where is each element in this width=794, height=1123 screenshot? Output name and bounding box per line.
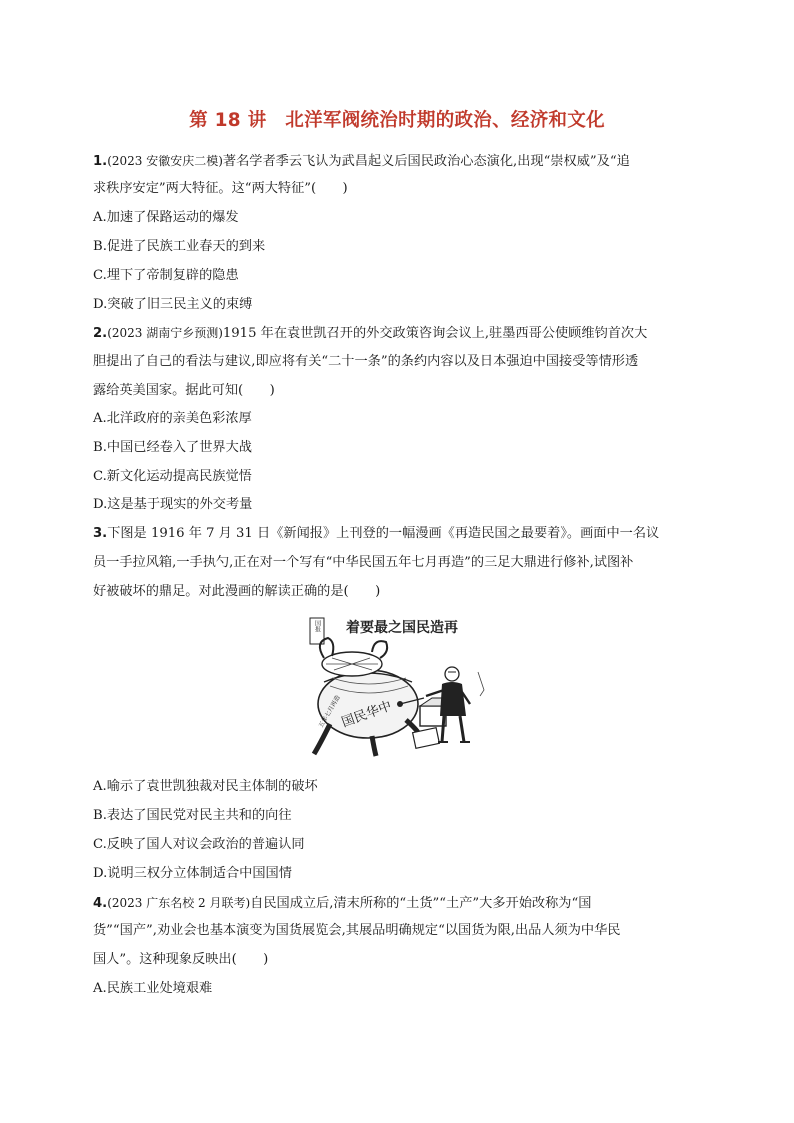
q4-number: 4. <box>93 896 108 911</box>
q1-option-a: A.加速了保路运动的爆发 <box>93 210 239 225</box>
page-title: 第 18 讲 北洋军阀统治时期的政治、经济和文化 <box>189 110 605 131</box>
q3-option-b: B.表达了国民党对民主共和的向往 <box>93 808 292 823</box>
q3-stem-line3: 好被破坏的鼎足。对此漫画的解读正确的是( ) <box>93 584 381 599</box>
q4-stem-line1 <box>93 894 713 913</box>
q3-option-d: D.说明三权分立体制适合中国国情 <box>93 866 292 881</box>
cauldron-leg-text: 五年七月再造 <box>317 694 342 729</box>
q1-option-d: D.突破了旧三民主义的束缚 <box>93 297 253 312</box>
q4-option-a: A.民族工业处境艰难 <box>93 981 213 996</box>
q4-stem-line3: 国人”。这种现象反映出( ) <box>93 952 269 967</box>
q1-option-c: C.埋下了帝制复辟的隐患 <box>93 268 239 283</box>
cartoon-caption: 着要最之国民造再 <box>346 620 458 636</box>
q2-stem-line2: 胆提出了自己的看法与建议,即应将有关“二十一条”的条约内容以及日本强迫中国接受等情形透 <box>93 354 639 369</box>
q1-option-b: B.促进了民族工业春天的到来 <box>93 239 266 254</box>
q4-stem-line2: 货”“国产”,劝业会也基本演变为国货展览会,其展品明确规定“以国货为限,出品人须为中华民 <box>93 923 621 938</box>
q2-option-c: C.新文化运动提高民族觉悟 <box>93 469 252 484</box>
q3-text-line1: 下图是 1916 年 7 月 31 日《新闻报》上刊登的一幅漫画《再造民国之最要着》。画面中一名议 <box>107 526 660 541</box>
q4-text-line1: 自民国成立后,清末所称的“土货”“土产”大多开始改称为“国 <box>250 896 592 911</box>
q2-source: (2023 湖南宁乡预测) <box>107 326 223 340</box>
q2-text-line1: 1915 年在袁世凯召开的外交政策咨询会议上,驻墨西哥公使顾维钧首次大 <box>222 326 648 341</box>
q3-number: 3. <box>93 526 108 541</box>
cartoon-tag: 国报 <box>313 620 321 632</box>
q1-stem-line2: 求秩序安定”两大特征。这“两大特征”( ) <box>93 181 348 196</box>
q2-option-a: A.北洋政府的亲美色彩浓厚 <box>93 411 252 426</box>
q1-source: (2023 安徽安庆二模) <box>107 154 223 168</box>
cartoon-illustration <box>302 612 494 762</box>
q1-text-line1: 著名学者季云飞认为武昌起义后国民政治心态演化,出现“崇权威”及“追 <box>222 154 630 169</box>
q3-stem-line1 <box>93 525 713 543</box>
q2-number: 2. <box>93 326 108 341</box>
q2-stem-line1 <box>93 324 713 343</box>
q2-stem-line3: 露给英美国家。据此可知( ) <box>93 383 275 398</box>
cauldron-text: 国民华中 <box>339 698 394 731</box>
q2-option-d: D.这是基于现实的外交考量 <box>93 497 253 512</box>
q4-source: (2023 广东名校 2 月联考) <box>107 896 251 910</box>
q3-option-c: C.反映了国人对议会政治的普遍认同 <box>93 837 305 852</box>
q1-number: 1. <box>93 154 108 169</box>
q3-stem-line2: 员一手拉风箱,一手执勺,正在对一个写有“中华民国五年七月再造”的三足大鼎进行修补,试图补 <box>93 555 634 570</box>
q1-stem-line1 <box>93 152 713 171</box>
q2-option-b: B.中国已经卷入了世界大战 <box>93 440 252 455</box>
q3-option-a: A.喻示了袁世凯独裁对民主体制的破坏 <box>93 779 318 794</box>
